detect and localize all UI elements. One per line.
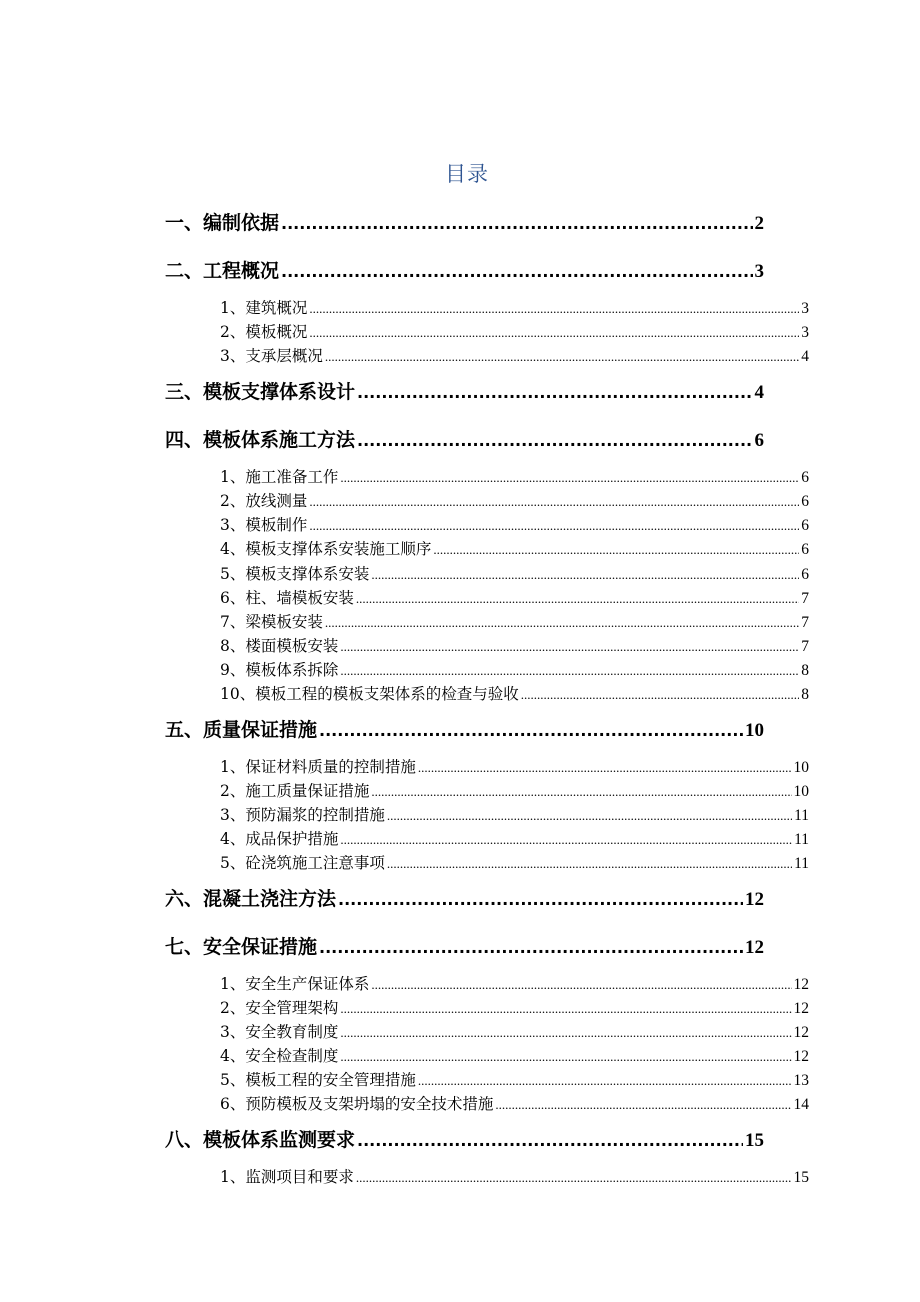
toc-dot-leader	[371, 782, 791, 800]
toc-entry-label: 二、工程概况	[165, 260, 280, 282]
toc-subentry[interactable]	[220, 1020, 809, 1042]
toc-dot-leader	[340, 999, 791, 1017]
toc-dot-leader	[340, 637, 799, 655]
toc-page-number: 4	[754, 382, 764, 403]
toc-entry-label: 六、混凝土浇注方法	[165, 888, 337, 910]
toc-heading-entry[interactable]	[165, 1125, 764, 1152]
toc-page-number: 6	[801, 469, 809, 486]
toc-subentry[interactable]	[220, 1044, 809, 1066]
toc-subentry[interactable]	[220, 1068, 809, 1090]
toc-dot-leader	[357, 381, 752, 403]
toc-heading-entry[interactable]	[165, 256, 764, 283]
toc-entry-label: 一、编制依据	[165, 212, 280, 234]
toc-entry-label: 2、模板概况	[220, 323, 308, 341]
toc-dot-leader	[356, 589, 799, 607]
toc-page-number: 12	[793, 1000, 809, 1017]
toc-page-number: 6	[801, 566, 809, 583]
toc-entry-label: 4、安全检查制度	[220, 1047, 339, 1065]
toc-dot-leader	[325, 347, 799, 365]
toc-page-number: 12	[793, 976, 809, 993]
toc-subentry[interactable]	[220, 562, 809, 584]
toc-entry-label: 10、模板工程的模板支架体系的检查与验收	[220, 685, 519, 703]
toc-entry-label: 2、施工质量保证措施	[220, 782, 370, 800]
toc-subentry[interactable]	[220, 296, 809, 318]
toc-page-number: 12	[793, 1048, 809, 1065]
toc-dot-leader	[371, 565, 799, 583]
toc-page-number: 13	[793, 1072, 809, 1089]
toc-page-number: 6	[754, 430, 764, 451]
toc-page-number: 8	[801, 662, 809, 679]
toc-page-number: 12	[745, 889, 764, 910]
toc-dot-leader	[340, 661, 799, 679]
toc-dot-leader	[309, 516, 799, 534]
toc-entry-label: 3、安全教育制度	[220, 1023, 339, 1041]
toc-dot-leader	[340, 830, 792, 848]
toc-entry-label: 3、预防漏浆的控制措施	[220, 806, 385, 824]
toc-dot-leader	[418, 1071, 792, 1089]
toc-dot-leader	[319, 719, 743, 741]
toc-page-number: 12	[793, 1024, 809, 1041]
toc-dot-leader	[356, 1168, 792, 1186]
toc-heading-entry[interactable]	[165, 884, 764, 911]
toc-entry-label: 1、监测项目和要求	[220, 1168, 354, 1186]
toc-dot-leader	[357, 429, 752, 451]
toc-entry-label: 五、质量保证措施	[165, 719, 318, 741]
toc-dot-leader	[418, 758, 792, 776]
toc-subentry[interactable]	[220, 972, 809, 994]
toc-dot-leader	[357, 1129, 743, 1151]
toc-subentry[interactable]	[220, 658, 809, 680]
toc-page-number: 14	[793, 1096, 809, 1113]
toc-title: 目录	[445, 162, 489, 186]
toc-page-number: 7	[801, 638, 809, 655]
toc-subentry[interactable]	[220, 537, 809, 559]
toc-page-number: 6	[801, 541, 809, 558]
toc-subentry[interactable]	[220, 465, 809, 487]
toc-dot-leader	[309, 323, 799, 341]
toc-dot-leader	[338, 888, 743, 910]
toc-dot-leader	[319, 936, 743, 958]
toc-heading-entry[interactable]	[165, 208, 764, 235]
toc-entry-label: 8、楼面模板安装	[220, 637, 339, 655]
toc-dot-leader	[340, 1023, 791, 1041]
toc-subentry[interactable]	[220, 803, 809, 825]
toc-subentry[interactable]	[220, 586, 809, 608]
toc-heading-entry[interactable]	[165, 715, 764, 742]
toc-entry-label: 1、施工准备工作	[220, 468, 339, 486]
toc-page-number: 3	[801, 300, 809, 317]
toc-entry-label: 八、模板体系监测要求	[165, 1129, 356, 1151]
toc-page-number: 10	[793, 783, 809, 800]
toc-page-number: 11	[794, 855, 809, 872]
toc-subentry[interactable]	[220, 610, 809, 632]
toc-page-number: 3	[801, 324, 809, 341]
toc-entry-label: 4、模板支撑体系安装施工顺序	[220, 540, 432, 558]
toc-entry-label: 2、放线测量	[220, 492, 308, 510]
toc-entry-label: 6、预防模板及支架坍塌的安全技术措施	[220, 1095, 494, 1113]
toc-dot-leader	[309, 492, 799, 510]
toc-entry-label: 七、安全保证措施	[165, 936, 318, 958]
toc-dot-leader	[281, 212, 752, 234]
toc-page-number: 6	[801, 517, 809, 534]
toc-page-number: 2	[754, 213, 764, 234]
toc-dot-leader	[387, 806, 792, 824]
toc-page-number: 4	[801, 348, 809, 365]
toc-entry-label: 9、模板体系拆除	[220, 661, 339, 679]
toc-subentry[interactable]	[220, 779, 809, 801]
toc-dot-leader	[340, 468, 799, 486]
toc-dot-leader	[495, 1095, 791, 1113]
toc-subentry[interactable]	[220, 513, 809, 535]
toc-heading-entry[interactable]	[165, 425, 764, 452]
toc-dot-leader	[325, 613, 799, 631]
toc-entry-label: 2、安全管理架构	[220, 999, 339, 1017]
toc-page-number: 11	[794, 807, 809, 824]
toc-heading-entry[interactable]	[165, 932, 764, 959]
toc-entry-label: 1、保证材料质量的控制措施	[220, 758, 416, 776]
toc-page-number: 6	[801, 493, 809, 510]
toc-subentry[interactable]	[220, 755, 809, 777]
toc-subentry[interactable]	[220, 682, 809, 704]
toc-page-number: 7	[801, 614, 809, 631]
toc-entry-label: 3、支承层概况	[220, 347, 323, 365]
toc-subentry[interactable]	[220, 320, 809, 342]
toc-subentry[interactable]	[220, 489, 809, 511]
toc-page-number: 11	[794, 831, 809, 848]
toc-entry-label: 5、砼浇筑施工注意事项	[220, 854, 385, 872]
toc-page-number: 15	[745, 1130, 764, 1151]
toc-entry-label: 5、模板支撑体系安装	[220, 565, 370, 583]
toc-entry-label: 6、柱、墙模板安装	[220, 589, 354, 607]
toc-dot-leader	[433, 540, 799, 558]
toc-entry-label: 三、模板支撑体系设计	[165, 381, 356, 403]
toc-dot-leader	[521, 685, 800, 703]
toc-subentry[interactable]	[220, 634, 809, 656]
toc-entry-label: 1、安全生产保证体系	[220, 975, 370, 993]
toc-subentry[interactable]	[220, 996, 809, 1018]
toc-entry-label: 1、建筑概况	[220, 299, 308, 317]
toc-page-number: 12	[745, 937, 764, 958]
toc-subentry[interactable]	[220, 344, 809, 366]
toc-entry-label: 5、模板工程的安全管理措施	[220, 1071, 416, 1089]
toc-dot-leader	[281, 260, 752, 282]
toc-page-number: 8	[801, 686, 809, 703]
toc-page-number: 7	[801, 590, 809, 607]
toc-subentry[interactable]	[220, 1092, 809, 1114]
toc-dot-leader	[371, 975, 791, 993]
toc-page-number: 3	[754, 261, 764, 282]
toc-subentry[interactable]	[220, 1165, 809, 1187]
toc-page-number: 10	[793, 759, 809, 776]
toc-dot-leader	[387, 854, 792, 872]
toc-entry-label: 4、成品保护措施	[220, 830, 339, 848]
toc-heading-entry[interactable]	[165, 377, 764, 404]
toc-subentry[interactable]	[220, 851, 809, 873]
toc-subentry[interactable]	[220, 827, 809, 849]
toc-entry-label: 四、模板体系施工方法	[165, 429, 356, 451]
toc-page-number: 10	[745, 720, 764, 741]
toc-entry-label: 7、梁模板安装	[220, 613, 323, 631]
toc-page-number: 15	[793, 1169, 809, 1186]
toc-entry-label: 3、模板制作	[220, 516, 308, 534]
toc-dot-leader	[340, 1047, 791, 1065]
toc-dot-leader	[309, 299, 799, 317]
